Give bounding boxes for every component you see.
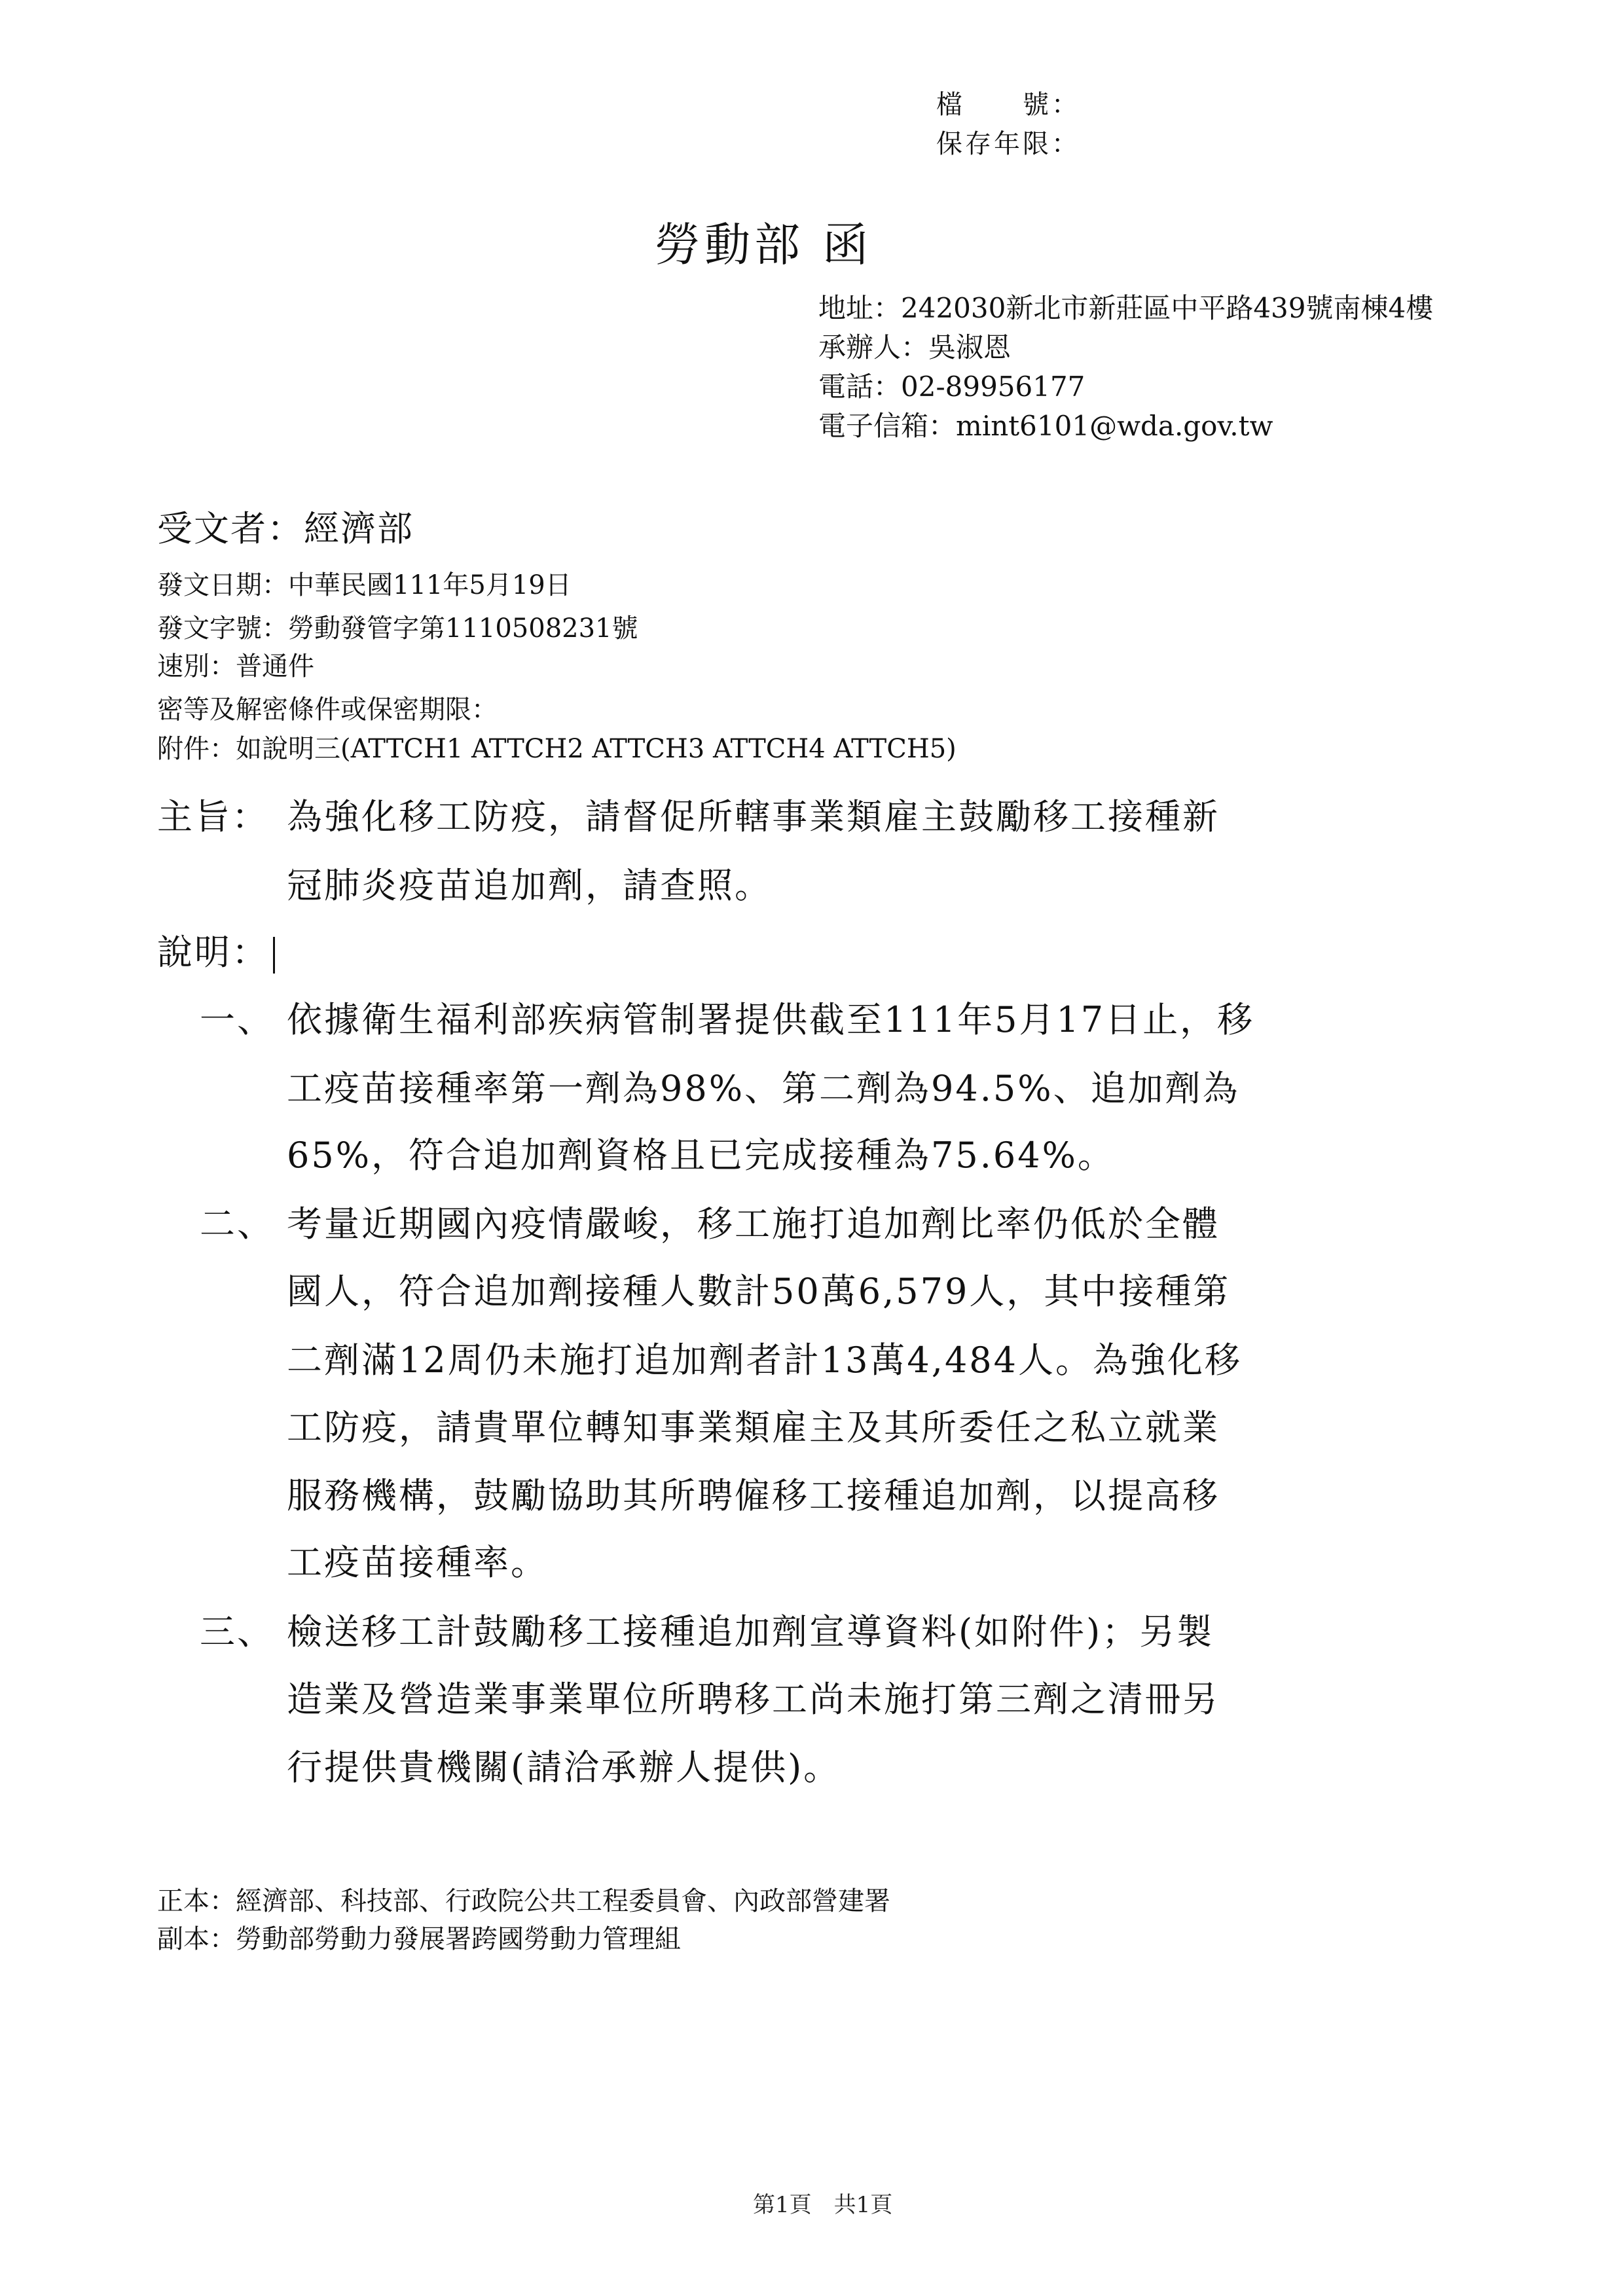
- explanation-label: 說明：: [157, 932, 269, 973]
- page-number: 第1頁 共1頁: [753, 2192, 893, 2218]
- item-number: 三、: [200, 1611, 274, 1652]
- original-recipients-line: 正本：經濟部、科技部、行政院公共工程委員會、內政部營建署: [157, 1886, 890, 1916]
- handler-line: 承辦人：吳淑恩: [818, 331, 1012, 363]
- email-line: 電子信箱：mint6101@wda.gov.tw: [818, 410, 1273, 442]
- phone-line: 電話：02-89956177: [818, 371, 1085, 403]
- secrecy-line: 密等及解密條件或保密期限：: [157, 695, 498, 725]
- item-line: 服務機構，鼓勵協助其所聘僱移工接種追加劑，以提高移: [287, 1475, 1220, 1516]
- item-line: 國人，符合追加劑接種人數計50萬6,579人，其中接種第: [287, 1271, 1231, 1312]
- document-number-line: 發文字號：勞動發管字第1110508231號: [157, 613, 638, 644]
- item-line: 工防疫，請貴單位轉知事業類雇主及其所委任之私立就業: [287, 1407, 1220, 1448]
- retention-period-label: 保存年限：: [936, 129, 1080, 159]
- item-line: 依據衛生福利部疾病管制署提供截至111年5月17日止，移: [287, 999, 1255, 1040]
- recipient-line: 受文者：經濟部: [157, 508, 414, 549]
- subject-label: 主旨：: [157, 796, 269, 837]
- speed-line: 速別：普通件: [157, 651, 314, 682]
- file-number-label: 檔 號：: [936, 90, 1080, 120]
- item-line: 檢送移工計鼓勵移工接種追加劑宣導資料(如附件)；另製: [287, 1611, 1214, 1652]
- item-line: 行提供貴機關(請洽承辦人提供)。: [287, 1747, 841, 1788]
- item-line: 考量近期國內疫情嚴峻，移工施打追加劑比率仍低於全體: [287, 1203, 1220, 1245]
- attachments-line: 附件：如說明三(ATTCH1 ATTCH2 ATTCH3 ATTCH4 ATTCH5): [157, 734, 957, 764]
- item-number: 一、: [200, 999, 274, 1040]
- explanation-heading: [157, 924, 275, 975]
- address-line: 地址：242030新北市新莊區中平路439號南棟4樓: [818, 292, 1434, 324]
- subject-line: 為強化移工防疫，請督促所轄事業類雇主鼓勵移工接種新: [287, 796, 1220, 837]
- copy-recipients-line: 副本：勞動部勞動力發展署跨國勞動力管理組: [157, 1924, 681, 1954]
- issue-date-line: 發文日期：中華民國111年5月19日: [157, 570, 572, 600]
- item-line: 工疫苗接種率。: [287, 1542, 548, 1583]
- item-line: 造業及營造業事業單位所聘移工尚未施打第三劑之清冊另: [287, 1679, 1220, 1720]
- item-line: 二劑滿12周仍未施打追加劑者計13萬4,484人。為強化移: [287, 1339, 1243, 1381]
- item-line: 65%，符合追加劑資格且已完成接種為75.64%。: [287, 1135, 1115, 1176]
- item-line: 工疫苗接種率第一劑為98%、第二劑為94.5%、追加劑為: [287, 1068, 1240, 1109]
- document-title: 勞動部 函: [655, 218, 873, 272]
- subject-line: 冠肺炎疫苗追加劑，請查照。: [287, 865, 772, 906]
- text-cursor: [273, 937, 275, 974]
- item-number: 二、: [200, 1203, 274, 1245]
